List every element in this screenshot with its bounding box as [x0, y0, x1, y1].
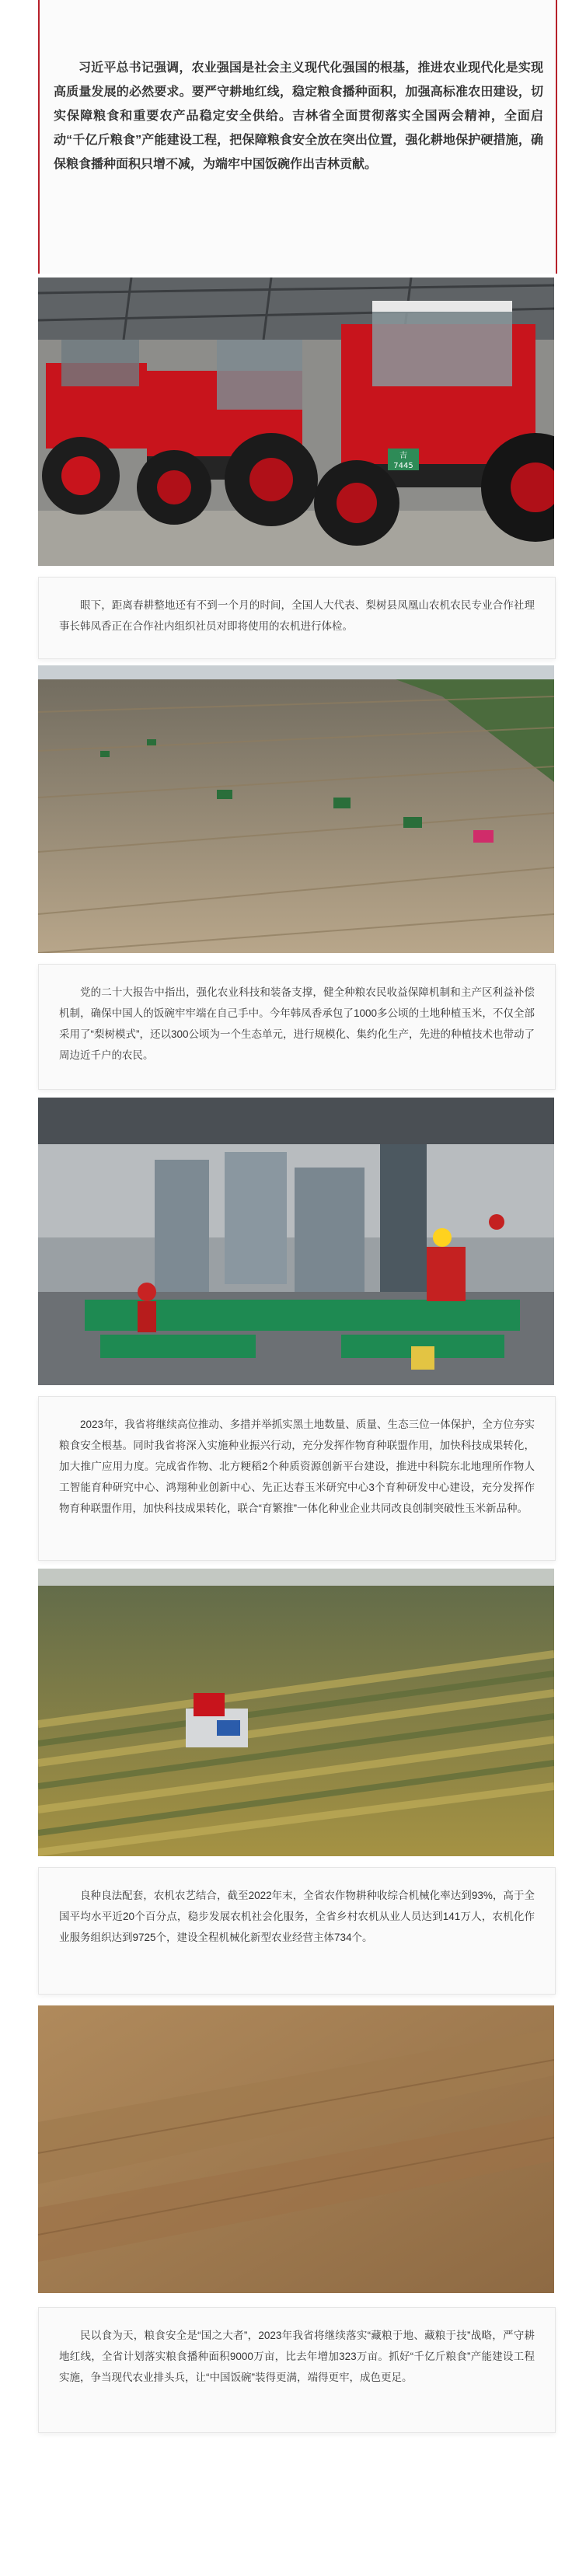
text-card-5 — [38, 2307, 556, 2433]
plate-text-b: 7445 — [393, 462, 413, 470]
intro-quote-box — [38, 0, 557, 274]
photo-seed-factory — [38, 1098, 554, 1385]
intro-section — [0, 0, 586, 274]
paragraph-2: 党的二十大报告中指出，强化农业科技和装备支撑，健全种粮农民收益保障机制和主产区利益补偿机制，确保中国人的饭碗牢牢端在自己手中。今年韩凤香承包了1000多公顷的土地种植玉米，不仅全部采用了“梨树模式”，还以300公顷为一个生态单元，进行规模化、集约化生产，先进的种植技术也带动了周边近千户的农民。 — [59, 986, 535, 1061]
seed-factory-image — [38, 1098, 554, 1385]
harvester-image — [38, 1569, 554, 1856]
photo-harvester — [38, 1569, 554, 1856]
paragraph-1: 眼下，距离春耕整地还有不到一个月的时间，全国人大代表、梨树县凤凰山农机农民专业合作社理事长韩凤香正在合作社内组织社员对即将使用的农机进行体检。 — [59, 599, 535, 632]
intro-text: 习近平总书记强调，农业强国是社会主义现代化强国的根基，推进农业现代化是实现高质量发展的必然要求。要严守耕地红线，稳定粮食播种面积，加强高标准农田建设，切实保障粮食和重要农产品稳定安全供给。吉林省全面贯彻落实全国两会精神，全面启动“千亿斤粮食”产能建设工程，把保障粮食安全放在突出位置，强化耕地保护硬措施，确保粮食播种面积只增不减，为端牢中国饭碗作出吉林贡献。 — [54, 61, 543, 171]
photo-tractors — [38, 277, 554, 566]
paragraph-3: 2023年，我省将继续高位推动、多措并举抓实黑土地数量、质量、生态三位一体保护，全方位夯实粮食安全根基。同时我省将深入实施种业振兴行动，充分发挥作物育种联盟作用，加快科技成果转化，加大推广应用力度。完成省作物、北方粳稻2个种质资源创新平台建设，推进中科院东北地理所作物人工智能育种研究中心、鸿翔种业创新中心、先正达春玉米研究中心3个育种研发中心建设，充分发挥作物育种联盟作用，加快科技成果转化，联合“育繁推”一体化种业企业共同改良创制突破性玉米新品种。 — [59, 1419, 535, 1514]
paragraph-5: 民以食为天，粮食安全是“国之大者”，2023年我省将继续落实“藏粮于地、藏粮于技”战略，严守耕地红线，全省计划落实粮食播种面积9000万亩，比去年增加323万亩。抓好“千亿斤粮食”产能建设工程实施，争当现代农业排头兵，让“中国饭碗”装得更满，端得更牢，成色更足。 — [59, 2330, 535, 2383]
aerial-farmland-image — [38, 2005, 554, 2293]
photo-aerial-farmland — [38, 2005, 554, 2293]
text-card-2 — [38, 964, 556, 1090]
paragraph-4: 良种良法配套，农机农艺结合，截至2022年末，全省农作物耕种收综合机械化率达到93%，高于全国平均水平近20个百分点，稳步发展农机社会化服务，全省乡村农机从业人员达到141万人，农机化作业服务组织达到9725个，建设全程机械化新型农业经营主体734个。 — [59, 1890, 535, 1943]
text-card-3 — [38, 1396, 556, 1561]
plate-text-a: 吉 — [399, 452, 407, 460]
text-card-4 — [38, 1867, 556, 1995]
field-seeding-image — [38, 665, 554, 953]
text-card-1 — [38, 577, 556, 659]
photo-field-seeding — [38, 665, 554, 953]
tractors-image — [38, 277, 554, 566]
